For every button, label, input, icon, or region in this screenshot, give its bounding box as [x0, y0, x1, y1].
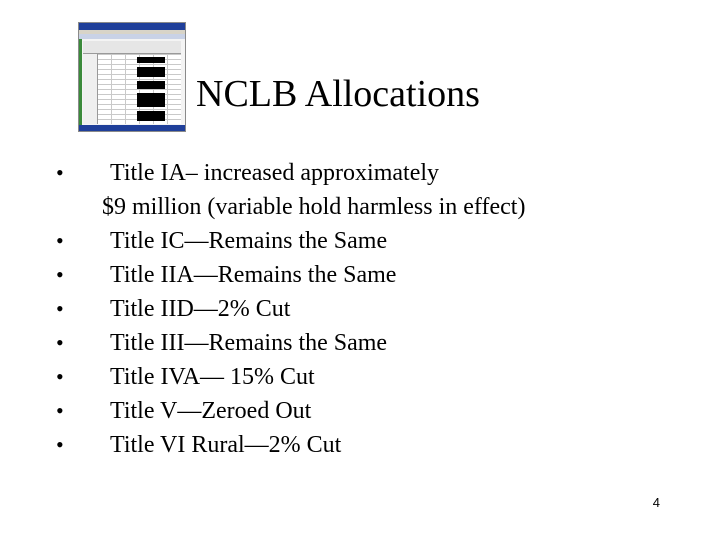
- thumbnail-dark-cells: [137, 57, 165, 63]
- thumbnail-dark-cells: [137, 81, 165, 89]
- bullet-text: Title IC—Remains the Same: [110, 228, 388, 254]
- thumbnail-dark-cells: [137, 67, 165, 77]
- spreadsheet-screenshot-thumbnail: [78, 22, 186, 132]
- bullet-item: [56, 224, 676, 258]
- bullet-item: [56, 428, 676, 462]
- thumbnail-toolbar: [79, 34, 185, 39]
- bullet-text: Title IVA— 15% Cut: [110, 364, 315, 390]
- thumbnail-row-labels: [83, 54, 98, 124]
- thumbnail-left-edge: [79, 39, 82, 127]
- bullet-dot: •: [56, 228, 64, 253]
- bullet-text: Title III—Remains the Same: [110, 330, 388, 356]
- bullet-dot: •: [56, 262, 64, 287]
- bullet-dot: •: [56, 296, 64, 321]
- thumbnail-taskbar: [79, 125, 185, 131]
- bullet-text: Title IA– increased approximately: [110, 160, 440, 186]
- slide-title: NCLB Allocations: [196, 73, 480, 115]
- bullet-text: Title V—Zeroed Out: [110, 398, 312, 424]
- bullet-text: Title VI Rural—2% Cut: [110, 432, 342, 458]
- bullet-text: Title IIA—Remains the Same: [110, 262, 397, 288]
- bullet-text: Title IID—2% Cut: [110, 296, 291, 322]
- bullet-dot: •: [56, 432, 64, 457]
- bullet-dot: •: [56, 364, 64, 389]
- bullet-dot: •: [56, 160, 64, 185]
- bullet-item: [56, 292, 676, 326]
- bullet-continuation-text: $9 million (variable hold harmless in effect): [102, 194, 526, 220]
- thumbnail-column-header: [83, 41, 181, 54]
- bullet-list: [56, 156, 676, 462]
- page-number: 4: [652, 495, 660, 510]
- thumbnail-dark-cells: [137, 93, 165, 107]
- bullet-item: [56, 258, 676, 292]
- bullet-item: [56, 360, 676, 394]
- bullet-item: [56, 156, 676, 224]
- thumbnail-dark-cells: [137, 111, 165, 121]
- bullet-item: [56, 326, 676, 360]
- bullet-dot: •: [56, 330, 64, 355]
- thumbnail-titlebar: [79, 23, 185, 30]
- bullet-item: [56, 394, 676, 428]
- bullet-dot: •: [56, 398, 64, 423]
